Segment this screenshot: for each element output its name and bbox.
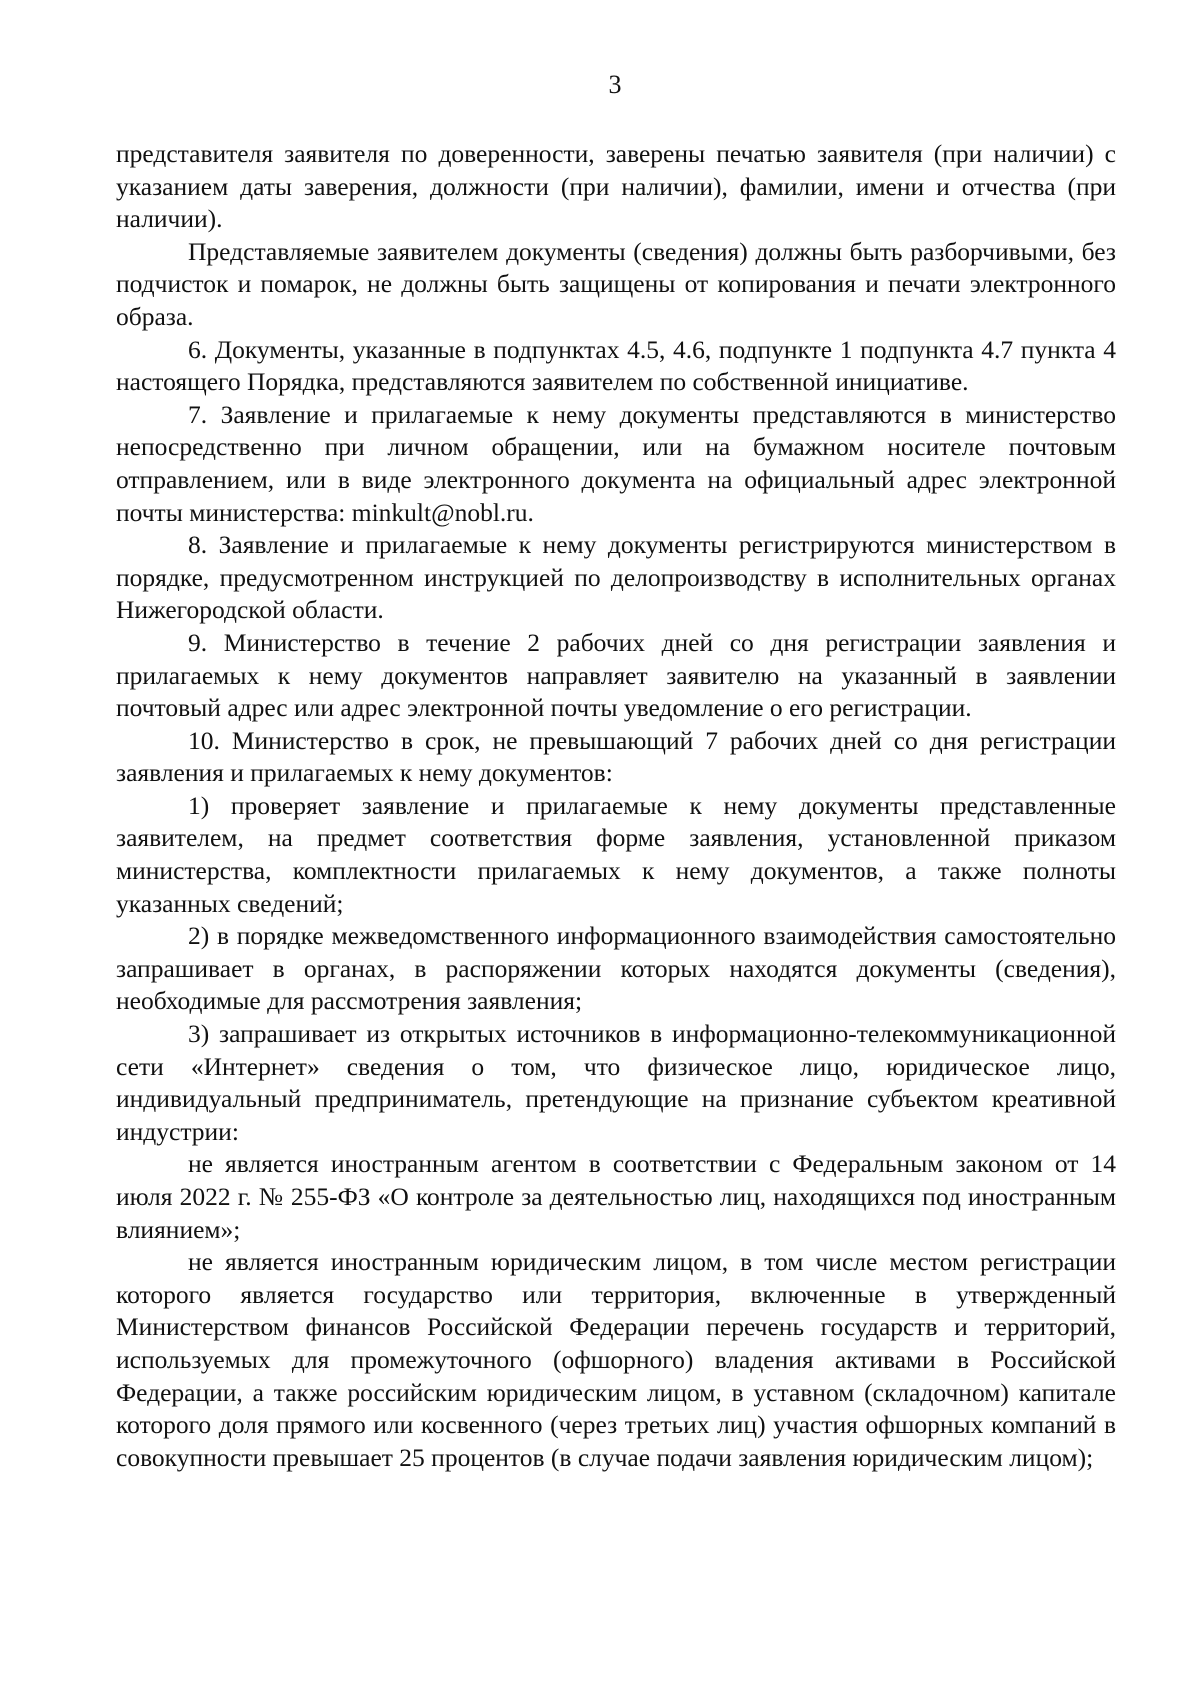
paragraph-item-10: 10. Министерство в срок, не превышающий 7 рабочих дней со дня регистрации заявления и прилагаемых к нему документов: xyxy=(116,725,1116,788)
condition-foreign-entity: не является иностранным юридическим лицом, в том числе местом регистрации которого является государство или территория, включенные в утвержденный Министерством финансов Российской Федерации перечень государств и территорий, используемых для промежуточного (офшорного) владения активами в Российской Федерации, а также российским юридическим лицом, в уставном (складочном) капитале которого доля прямого или косвенного (через третьих лиц) участия офшорных компаний в совокупности превышает 25 процентов (в случае подачи заявления юридическим лицом); xyxy=(116,1247,1116,1472)
subitem-3: 3) запрашивает из открытых источников в информационно-телекоммуникационной сети «Интернет» сведения о том, что физическое лицо, юридическое лицо, индивидуальный предприниматель, претендующие на признание субъектом креативной индустрии: xyxy=(116,1019,1116,1146)
page-number: 3 xyxy=(608,70,622,99)
subitem-2: 2) в порядке межведомственного информационного взаимодействия самостоятельно запрашивает в органах, в распоряжении которых находятся документы (сведения), необходимые для рассмотрения заявления; xyxy=(116,921,1116,1016)
paragraph-item-6: 6. Документы, указанные в подпунктах 4.5, 4.6, подпункте 1 подпункта 4.7 пункта 4 настоящего Порядка, представляются заявителем по собственной инициативе. xyxy=(116,334,1116,397)
paragraph: Представляемые заявителем документы (сведения) должны быть разборчивыми, без подчисток и помарок, не должны быть защищены от копирования и печати электронного образа. xyxy=(116,236,1116,331)
paragraph-item-9: 9. Министерство в течение 2 рабочих дней со дня регистрации заявления и прилагаемых к нему документов направляет заявителю на указанный в заявлении почтовый адрес или адрес электронной почты уведомление о его регистрации. xyxy=(116,627,1116,723)
document-body xyxy=(116,138,1116,1474)
paragraph-item-8: 8. Заявление и прилагаемые к нему документы регистрируются министерством в порядке, предусмотренном инструкцией по делопроизводству в исполнительных органах Нижегородской области. xyxy=(116,530,1116,625)
subitem-1: 1) проверяет заявление и прилагаемые к нему документы представленные заявителем, на предмет соответствия форме заявления, установленной приказом министерства, комплектности прилагаемых к нему документов, а также полноты указанных сведений; xyxy=(116,790,1116,918)
paragraph-item-7: 7. Заявление и прилагаемые к нему документы представляются в министерство непосредственно при личном обращении, или на бумажном носителе почтовым отправлением, или в виде электронного документа на официальный адрес электронной почты министерства: minkult@nobl.ru. xyxy=(116,399,1116,527)
condition-foreign-agent: не является иностранным агентом в соответствии с Федеральным законом от 14 июля 2022 г. № 255-ФЗ «О контроле за деятельностью лиц, находящихся под иностранным влиянием»; xyxy=(116,1149,1116,1244)
paragraph: представителя заявителя по доверенности, заверены печатью заявителя (при наличии) с указанием даты заверения, должности (при наличии), фамилии, имени и отчества (при наличии). xyxy=(116,139,1116,234)
